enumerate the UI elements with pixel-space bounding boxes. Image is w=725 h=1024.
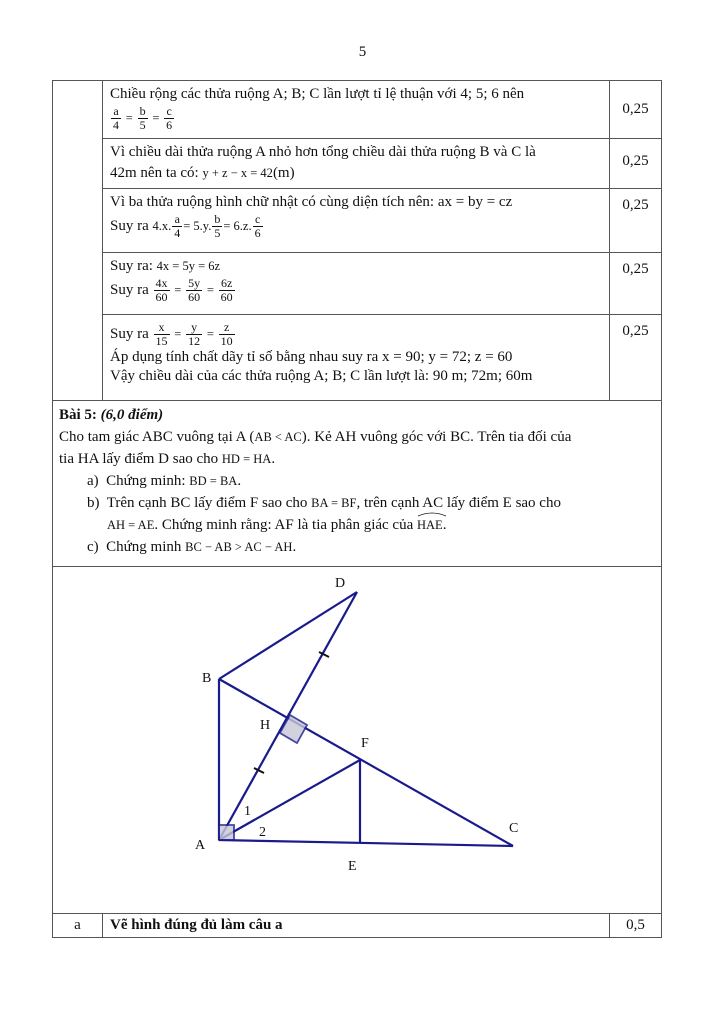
table-row <box>53 253 662 315</box>
right-angle-A <box>219 825 234 840</box>
table-row <box>53 139 662 189</box>
label-1: 1 <box>244 804 251 819</box>
problem-cell <box>53 401 662 567</box>
problem-line2: tia HA lấy điểm D sao cho HD = HA. <box>59 451 276 467</box>
content-cell <box>103 253 610 315</box>
score-cell: 0,25 <box>610 81 662 139</box>
grading-text-cell: Vẽ hình đúng đủ làm câu a <box>103 914 610 938</box>
problem-statement-row <box>53 401 662 567</box>
row2-equation: 42m nên ta có: y + z − x = 42(m) <box>110 165 295 181</box>
part-b-cont: AH = AE. Chứng minh rằng: AF là tia phân giác của HAE. <box>59 514 655 536</box>
score-cell: 0,25 <box>610 253 662 315</box>
row3-equation: Suy ra 4.x. $\frac{a}{4}$ = 5.y. $\frac{b}{5}$ = 6.z. $\frac{c}{6}$ <box>110 212 261 240</box>
label-A: A <box>195 838 206 853</box>
content-cell <box>103 189 610 253</box>
row5-proportion: Suy ra $\frac{x}{15}$ = $\frac{y}{12}$ = $\frac{z}{10}$ <box>110 320 233 348</box>
problem-line1: Cho tam giác ABC vuông tại A (AB < AC). Kẻ AH vuông góc với BC. Trên tia đối của <box>59 429 572 445</box>
score-cell: 0,25 <box>610 315 662 401</box>
content-cell <box>103 139 610 189</box>
table-row <box>53 189 662 253</box>
score-cell: 0,25 <box>610 189 662 253</box>
answer-table <box>52 80 662 938</box>
row1-text: Chiều rộng các thửa ruộng A; B; C lần lượt tỉ lệ thuận với 4; 5; 6 nên <box>110 86 525 102</box>
part-b: b) Trên cạnh BC lấy điểm F sao cho BA = BF, trên cạnh AC lấy điểm E sao cho <box>87 495 561 511</box>
right-angle-marks <box>219 715 307 840</box>
row1-proportion: $\frac{a}{4}$ = $\frac{b}{5}$ = $\frac{c}{6}$ <box>113 104 173 132</box>
part-c: c) Chứng minh BC − AB > AC − AH. <box>87 539 297 555</box>
row-label-cell <box>53 81 103 401</box>
table-row <box>53 81 662 139</box>
right-angle-H <box>280 715 307 743</box>
score-cell: 0,25 <box>610 139 662 189</box>
problem-title: Bài 5: (6,0 điểm) <box>59 407 164 423</box>
content-cell <box>103 315 610 401</box>
row3-text: Vì ba thửa ruộng hình chữ nhật có cùng diện tích nên: ax = by = cz <box>110 194 513 210</box>
content-cell <box>103 81 610 139</box>
angle-hat-icon <box>417 511 447 517</box>
row4-proportion: Suy ra $\frac{4x}{60}$ = $\frac{5y}{60}$ = $\frac{6z}{60}$ <box>110 276 233 304</box>
label-E: E <box>348 859 357 874</box>
page-number: 5 <box>358 44 367 60</box>
row5-line2: Áp dụng tính chất dãy tỉ số bằng nhau suy ra x = 90; y = 72; z = 60 <box>110 349 513 365</box>
segment-AD <box>219 592 357 840</box>
part-a: a) Chứng minh: BD = BA. <box>87 473 242 489</box>
label-C: C <box>509 821 519 836</box>
label-D: D <box>335 576 346 591</box>
table-row <box>53 315 662 401</box>
part-label-cell: a <box>53 914 103 938</box>
label-F: F <box>361 736 369 751</box>
table-row <box>53 914 662 938</box>
figure-row <box>53 567 662 914</box>
row4-line1: Suy ra: 4x = 5y = 6z <box>110 258 221 274</box>
label-B: B <box>202 671 212 686</box>
label-2: 2 <box>259 825 266 840</box>
geometry-figure <box>53 567 661 912</box>
segment-AC <box>219 840 513 846</box>
row5-line3: Vậy chiều dài của các thửa ruộng A; B; C lần lượt là: 90 m; 72m; 60m <box>110 368 533 384</box>
row2-text: Vì chiều dài thửa ruộng A nhỏ hơn tổng chiều dài thửa ruộng B và C là <box>110 144 536 160</box>
segment-BD <box>219 592 357 679</box>
label-H: H <box>260 718 271 733</box>
figure-cell <box>53 567 662 914</box>
score-cell: 0,5 <box>610 914 662 938</box>
